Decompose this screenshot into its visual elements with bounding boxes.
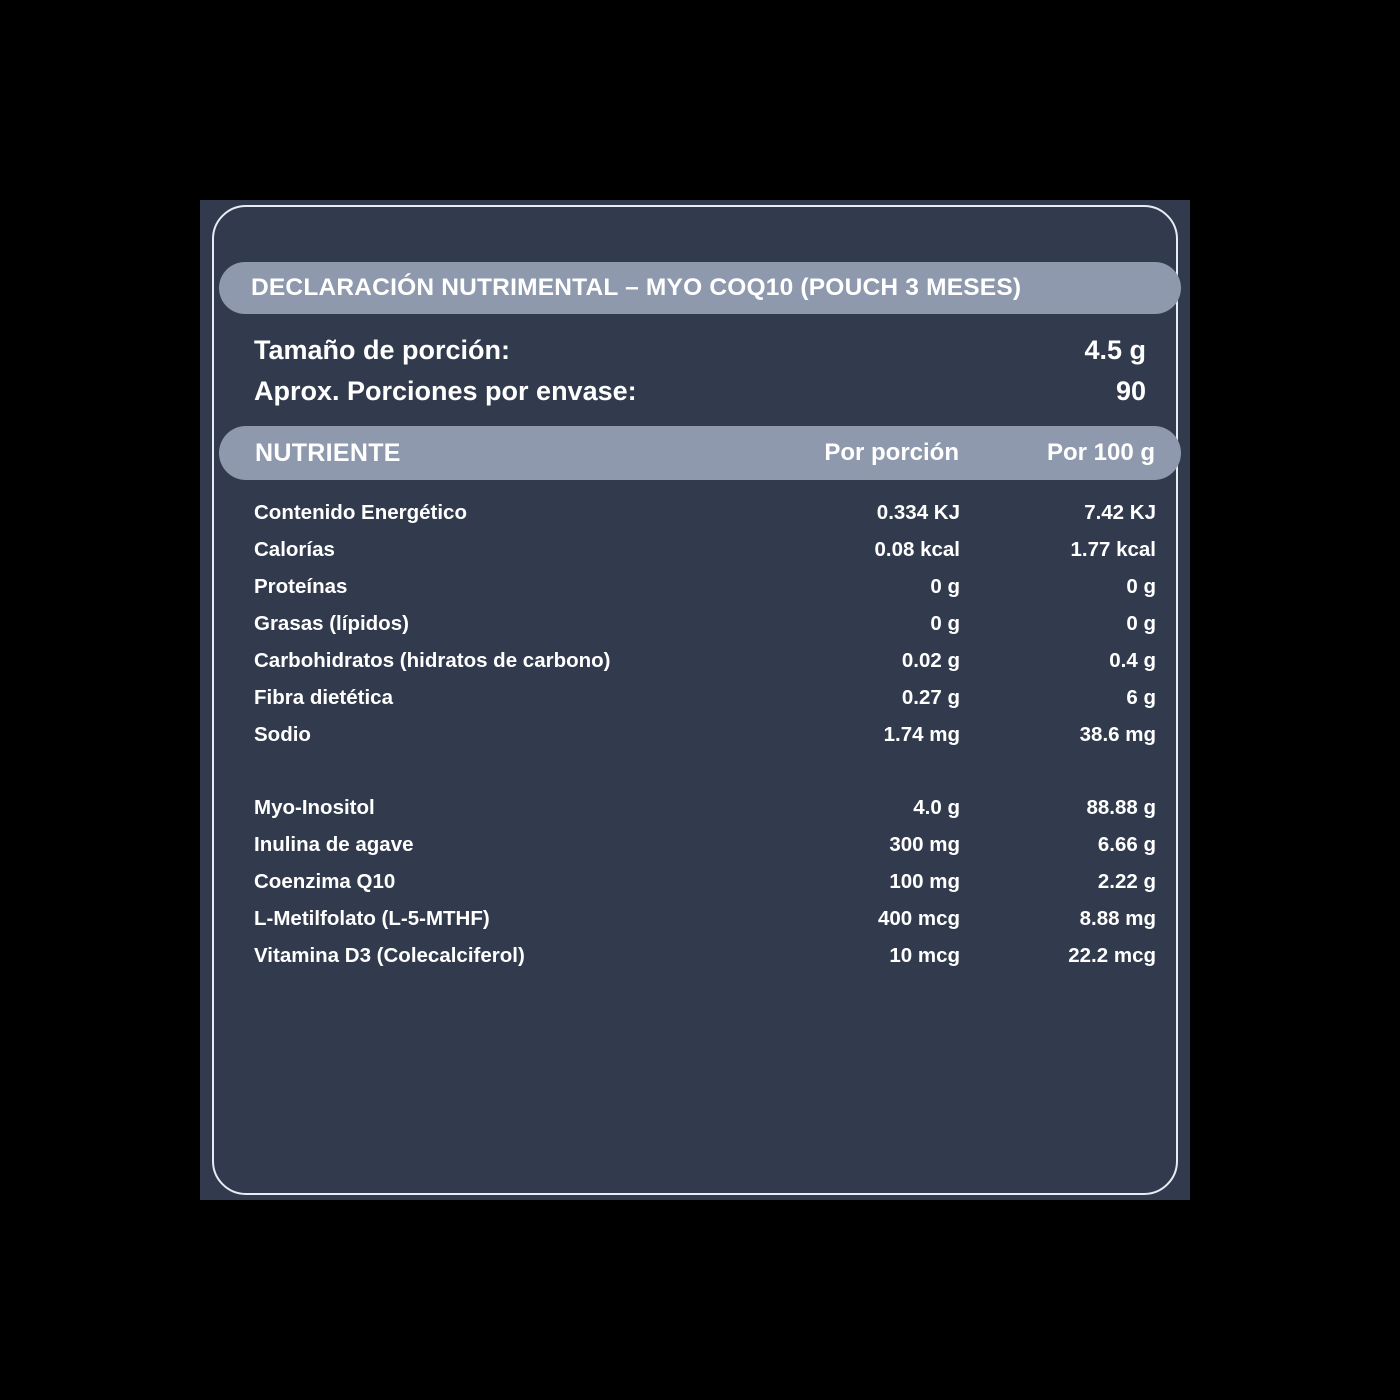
nutrient-per-serving: 0 g	[930, 574, 960, 598]
table-row	[254, 605, 1156, 642]
servings-per-container-value: 90	[1115, 376, 1146, 406]
nutrient-name: Sodio	[254, 722, 311, 746]
nutrient-name: L-Metilfolato (L-5-MTHF)	[254, 906, 490, 930]
nutrient-per-serving: 300 mg	[889, 832, 960, 856]
nutrient-table-header	[219, 426, 1181, 480]
nutrient-name: Carbohidratos (hidratos de carbono)	[254, 648, 611, 672]
column-header-nutrient: NUTRIENTE	[255, 438, 401, 467]
table-row	[254, 531, 1156, 568]
nutrient-per-100g: 6.66 g	[1097, 832, 1156, 856]
table-row	[254, 642, 1156, 679]
table-section-divider	[254, 753, 1156, 789]
panel-content	[218, 262, 1182, 974]
nutrient-per-serving: 0 g	[930, 611, 960, 635]
servings-per-container-label: Aprox. Porciones por envase:	[254, 376, 637, 406]
servings-per-container-row	[254, 371, 1146, 412]
nutrient-per-serving: 400 mcg	[877, 906, 960, 930]
serving-size-row	[254, 330, 1146, 371]
serving-size-label: Tamaño de porción:	[254, 335, 511, 365]
nutrient-per-serving: 1.74 mg	[883, 722, 960, 746]
nutrient-name: Contenido Energético	[254, 500, 467, 524]
nutrient-per-serving: 0.27 g	[901, 685, 960, 709]
nutrient-per-100g: 88.88 g	[1086, 795, 1156, 819]
nutrient-per-100g: 22.2 mcg	[1068, 943, 1156, 967]
nutrient-per-100g: 8.88 mg	[1079, 906, 1156, 930]
serving-information	[218, 330, 1182, 412]
table-row	[254, 826, 1156, 863]
table-row	[254, 863, 1156, 900]
table-row	[254, 900, 1156, 937]
nutrient-per-serving: 100 mg	[889, 869, 960, 893]
nutrient-per-serving: 4.0 g	[913, 795, 960, 819]
nutrient-per-100g: 6 g	[1126, 685, 1156, 709]
nutrient-name: Proteínas	[254, 574, 348, 598]
nutrient-per-100g: 7.42 KJ	[1084, 500, 1156, 524]
nutrient-name: Vitamina D3 (Colecalciferol)	[254, 943, 525, 967]
nutrient-per-100g: 0.4 g	[1109, 648, 1156, 672]
page-title: DECLARACIÓN NUTRIMENTAL – MYO COQ10 (POUCH 3 MESES)	[251, 274, 1022, 301]
nutrient-name: Grasas (lípidos)	[254, 611, 409, 635]
nutrient-name: Myo-Inositol	[254, 795, 375, 819]
column-header-per-100g: Por 100 g	[1046, 439, 1155, 466]
table-row	[254, 789, 1156, 826]
nutrient-name: Calorías	[254, 537, 335, 561]
table-row	[254, 679, 1156, 716]
nutrient-per-100g: 38.6 mg	[1079, 722, 1156, 746]
nutrient-per-serving: 0.334 KJ	[876, 500, 960, 524]
nutrient-per-100g: 1.77 kcal	[1070, 537, 1156, 561]
table-row	[254, 716, 1156, 753]
table-row	[254, 937, 1156, 974]
nutrient-per-100g: 2.22 g	[1097, 869, 1156, 893]
table-row	[254, 568, 1156, 605]
nutrient-per-100g: 0 g	[1126, 611, 1156, 635]
nutrient-name: Fibra dietética	[254, 685, 393, 709]
nutrient-name: Coenzima Q10	[254, 869, 396, 893]
nutrient-table	[218, 494, 1182, 974]
nutrient-per-serving: 0.08 kcal	[874, 537, 960, 561]
table-row	[254, 494, 1156, 531]
nutrient-per-serving: 0.02 g	[901, 648, 960, 672]
declaration-title-banner	[219, 262, 1181, 314]
column-header-per-serving: Por porción	[824, 439, 959, 466]
nutrient-per-serving: 10 mcg	[889, 943, 960, 967]
nutrient-per-100g: 0 g	[1126, 574, 1156, 598]
nutrient-name: Inulina de agave	[254, 832, 414, 856]
serving-size-value: 4.5 g	[1084, 335, 1146, 365]
